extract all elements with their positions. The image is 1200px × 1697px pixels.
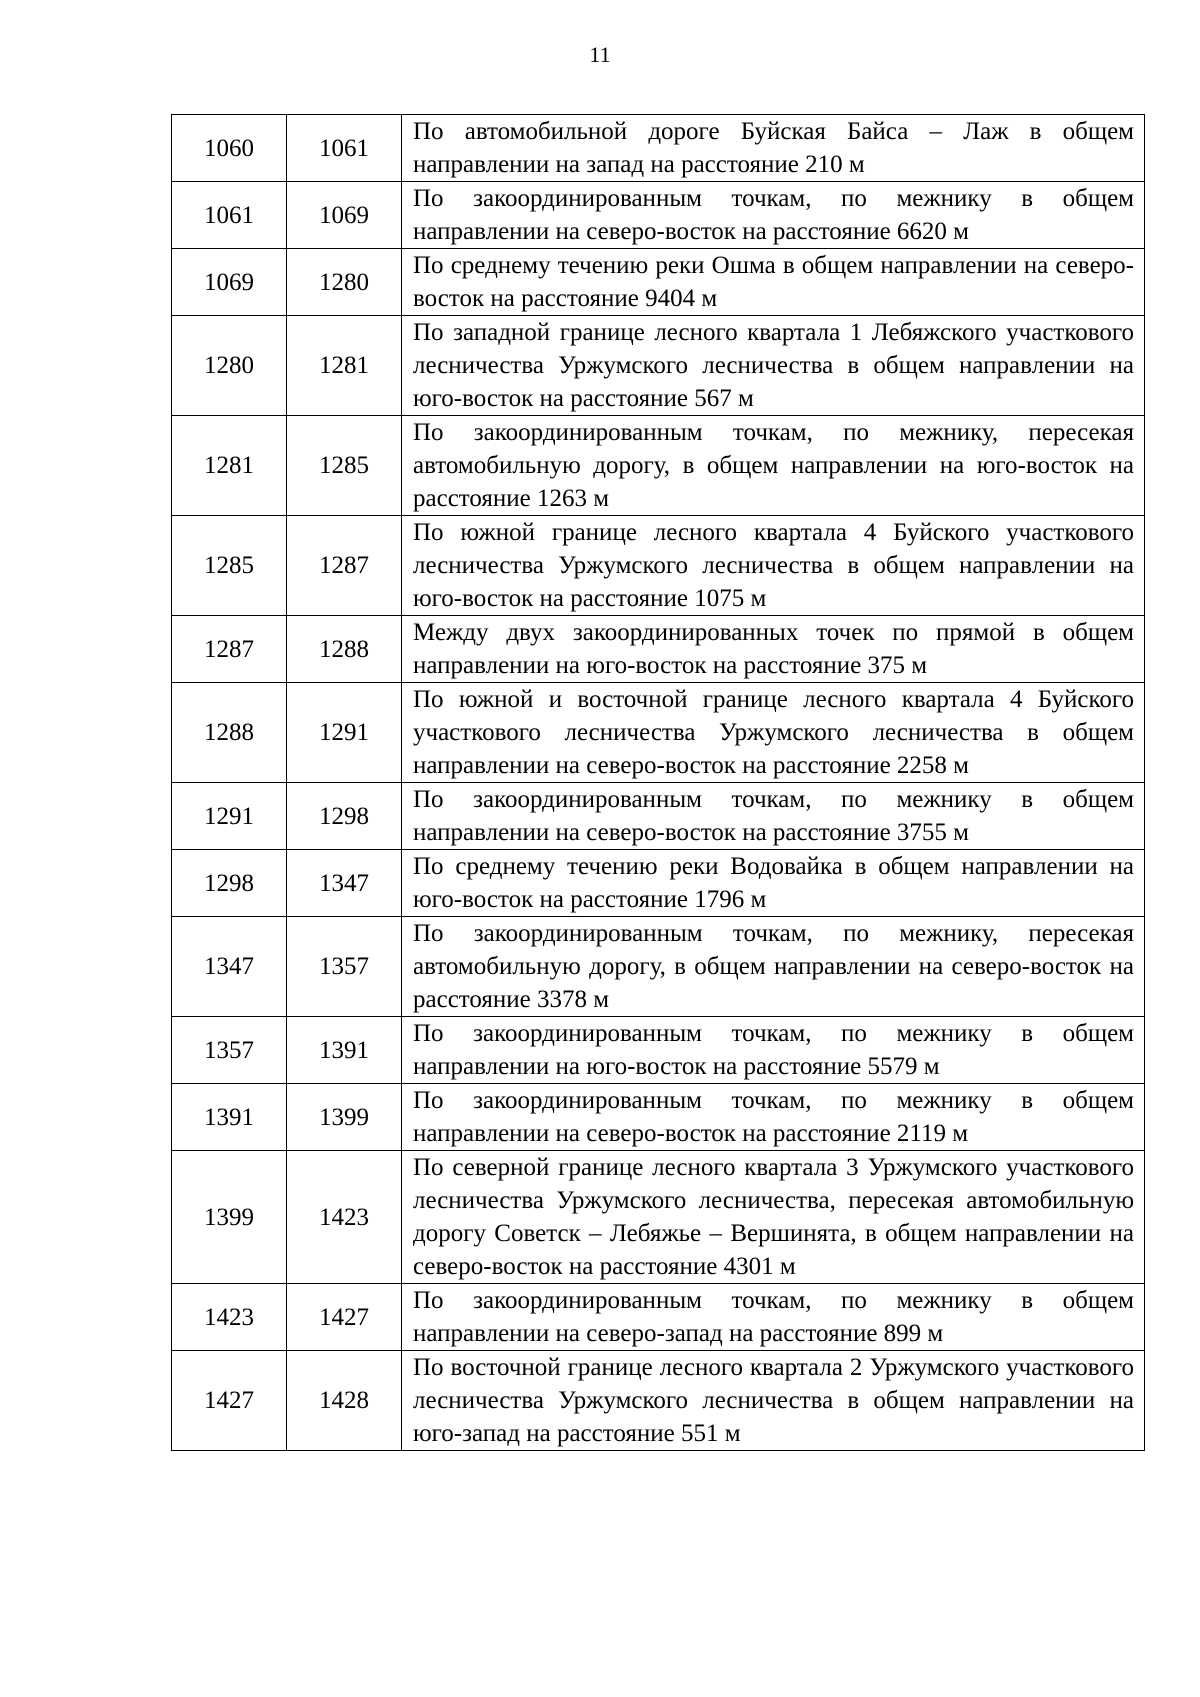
description-cell: По закоординированным точкам, по межнику в общем направлении на северо-восток на расстояние 3755 м — [402, 783, 1145, 850]
point-from-cell: 1069 — [172, 249, 287, 316]
point-from-cell: 1423 — [172, 1284, 287, 1351]
point-from-cell: 1287 — [172, 616, 287, 683]
point-to-cell: 1285 — [287, 416, 402, 516]
point-from-cell: 1285 — [172, 516, 287, 616]
description-cell: По южной и восточной границе лесного квартала 4 Буйского участкового лесничества Уржумского лесничества в общем направлении на северо-восток на расстояние 2258 м — [402, 683, 1145, 783]
point-from-cell: 1291 — [172, 783, 287, 850]
point-from-cell: 1280 — [172, 316, 287, 416]
description-cell: По автомобильной дороге Буйская Байса – Лаж в общем направлении на запад на расстояние 210 м — [402, 115, 1145, 182]
point-from-cell: 1391 — [172, 1084, 287, 1151]
table-row — [172, 616, 1145, 683]
point-from-cell: 1357 — [172, 1017, 287, 1084]
table-row — [172, 416, 1145, 516]
description-cell: По среднему течению реки Водовайка в общем направлении на юго-восток на расстояние 1796 м — [402, 850, 1145, 917]
point-to-cell: 1399 — [287, 1084, 402, 1151]
point-to-cell: 1298 — [287, 783, 402, 850]
point-to-cell: 1069 — [287, 182, 402, 249]
description-cell: Между двух закоординированных точек по прямой в общем направлении на юго-восток на расстояние 375 м — [402, 616, 1145, 683]
table-row — [172, 182, 1145, 249]
point-to-cell: 1391 — [287, 1017, 402, 1084]
table-row — [172, 1284, 1145, 1351]
description-cell: По среднему течению реки Ошма в общем направлении на северо-восток на расстояние 9404 м — [402, 249, 1145, 316]
boundary-table — [171, 114, 1145, 1451]
point-to-cell: 1281 — [287, 316, 402, 416]
point-to-cell: 1280 — [287, 249, 402, 316]
description-cell: По восточной границе лесного квартала 2 Уржумского участкового лесничества Уржумского лесничества в общем направлении на юго-запад на расстояние 551 м — [402, 1351, 1145, 1451]
point-from-cell: 1281 — [172, 416, 287, 516]
point-to-cell: 1427 — [287, 1284, 402, 1351]
table-row — [172, 1017, 1145, 1084]
description-cell: По закоординированным точкам, по межнику в общем направлении на юго-восток на расстояние 5579 м — [402, 1017, 1145, 1084]
table-row — [172, 115, 1145, 182]
point-from-cell: 1347 — [172, 917, 287, 1017]
table-row — [172, 1351, 1145, 1451]
table-body — [172, 115, 1145, 1451]
point-from-cell: 1060 — [172, 115, 287, 182]
description-cell: По закоординированным точкам, по межнику в общем направлении на северо-восток на расстояние 6620 м — [402, 182, 1145, 249]
point-from-cell: 1298 — [172, 850, 287, 917]
table-row — [172, 683, 1145, 783]
table-row — [172, 783, 1145, 850]
description-cell: По закоординированным точкам, по межнику, пересекая автомобильную дорогу, в общем направлении на юго-восток на расстояние 1263 м — [402, 416, 1145, 516]
point-to-cell: 1287 — [287, 516, 402, 616]
description-cell: По закоординированным точкам, по межнику в общем направлении на северо-восток на расстояние 2119 м — [402, 1084, 1145, 1151]
table-row — [172, 1084, 1145, 1151]
point-to-cell: 1357 — [287, 917, 402, 1017]
description-cell: По северной границе лесного квартала 3 Уржумского участкового лесничества Уржумского лесничества, пересекая автомобильную дорогу Советск – Лебяжье – Вершинята, в общем направлении на северо-восток на расстояние 4301 м — [402, 1151, 1145, 1284]
point-to-cell: 1347 — [287, 850, 402, 917]
table-row — [172, 850, 1145, 917]
point-to-cell: 1288 — [287, 616, 402, 683]
point-from-cell: 1427 — [172, 1351, 287, 1451]
table-row — [172, 516, 1145, 616]
point-to-cell: 1291 — [287, 683, 402, 783]
point-from-cell: 1399 — [172, 1151, 287, 1284]
point-to-cell: 1061 — [287, 115, 402, 182]
description-cell: По закоординированным точкам, по межнику, пересекая автомобильную дорогу, в общем направлении на северо-восток на расстояние 3378 м — [402, 917, 1145, 1017]
page-number: 11 — [589, 42, 611, 67]
description-cell: По закоординированным точкам, по межнику в общем направлении на северо-запад на расстояние 899 м — [402, 1284, 1145, 1351]
point-to-cell: 1423 — [287, 1151, 402, 1284]
point-from-cell: 1288 — [172, 683, 287, 783]
table-row — [172, 917, 1145, 1017]
table-row — [172, 316, 1145, 416]
point-from-cell: 1061 — [172, 182, 287, 249]
description-cell: По западной границе лесного квартала 1 Лебяжского участкового лесничества Уржумского лесничества в общем направлении на юго-восток на расстояние 567 м — [402, 316, 1145, 416]
table-row — [172, 1151, 1145, 1284]
table-row — [172, 249, 1145, 316]
description-cell: По южной границе лесного квартала 4 Буйского участкового лесничества Уржумского лесничества в общем направлении на юго-восток на расстояние 1075 м — [402, 516, 1145, 616]
point-to-cell: 1428 — [287, 1351, 402, 1451]
